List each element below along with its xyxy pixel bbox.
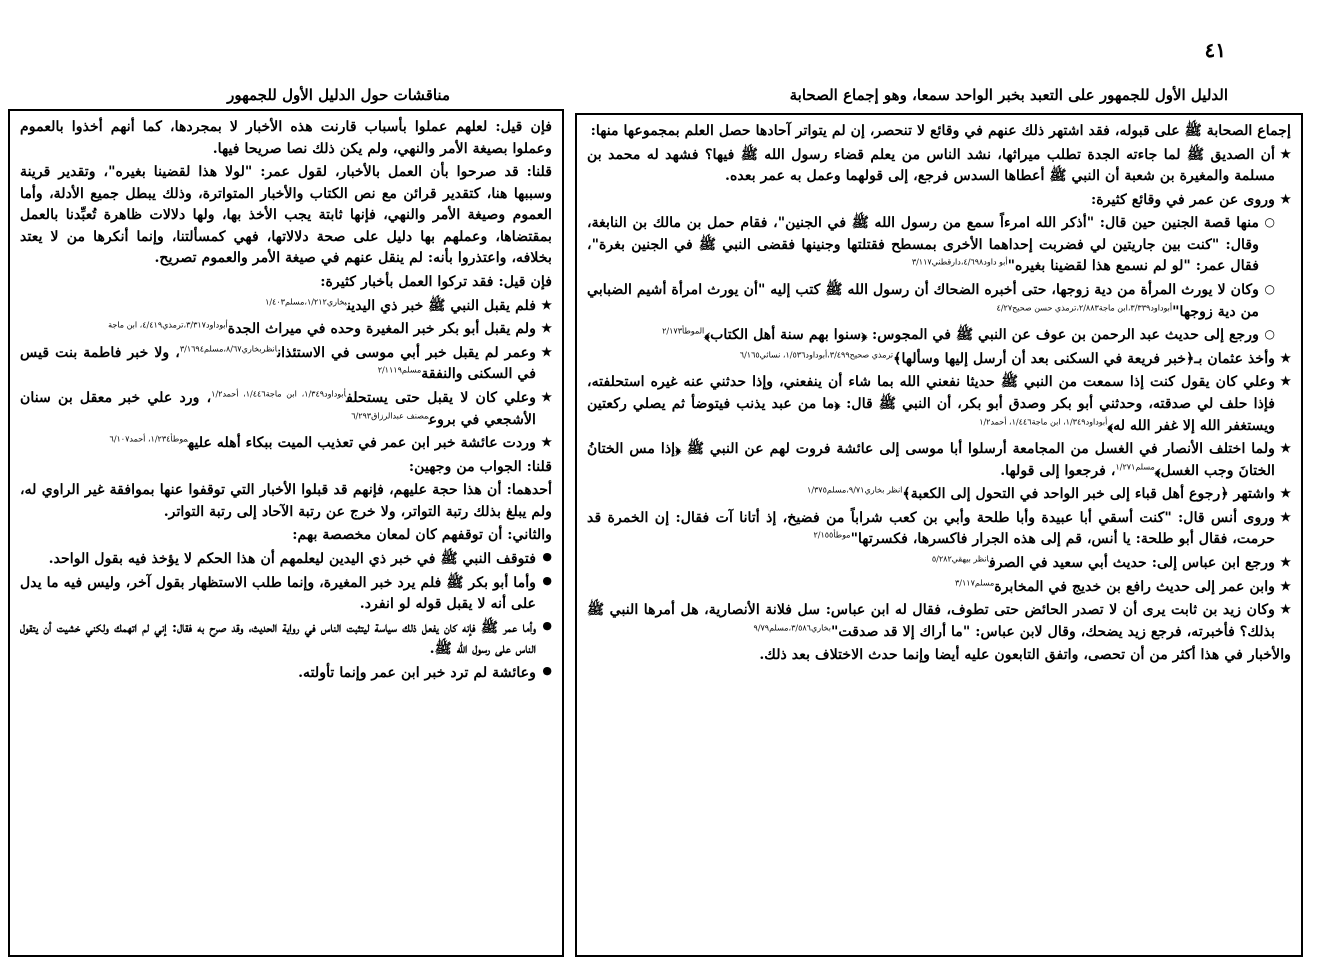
paragraph-text: أن الصديق ﷺ لما جاءته الجدة تطلب ميراثها، نشد الناس من يعلم قضاء رسول الله ﷺ فيها؟ فشهد له محمد بن مسلمة والمغيرة بن شعبة أن النبي ﷺ أعطاها السدس فرجع، إلى قولهما وعمل به عمر بعده. — [587, 146, 1275, 185]
paragraph — [587, 439, 1291, 482]
paragraph-text: وروى عن عمر في وقائع كثيرة: — [1091, 191, 1275, 208]
right-paragraph-list — [587, 145, 1291, 644]
paragraph — [587, 213, 1291, 278]
paragraph — [20, 457, 552, 479]
paragraph — [587, 577, 1291, 599]
paragraph-text: ورجع ابن عباس إلى: حديث أبي سعيد في الصرف — [988, 554, 1275, 571]
paragraph-text: فإن قيل: فقد تركوا العمل بأخبار كثيرة: — [320, 274, 552, 291]
paragraph — [587, 145, 1291, 188]
paragraph — [20, 272, 552, 294]
paragraph — [20, 117, 552, 160]
right-closing: والأخبار في هذا أكثر من أن تحصى، واتفق التابعون عليه أيضا وإنما حدث الاختلاف بعد ذلك. — [759, 647, 1291, 664]
paragraph-text: منها قصة الجنين حين قال: "أذكر الله امرءاً سمع من رسول الله ﷺ في الجنين"، فقام حمل بن مالك بن النابغة، وقال: "كنت بين جاريتين لي فضربت إحداهما الأخرى بمسطح فقتلتها وجنينها فقضى النبي ﷺ في الجنين بغرة"، فقال عمر: "لو لم نسمع هذا لقضينا بغيره" — [587, 215, 1259, 275]
paragraph — [587, 553, 1291, 575]
footnote-reference: أبو داود٤/٦٩٨،دارقطني٣/١١٧ — [911, 257, 1008, 267]
paragraph-text: وعائشة لم ترد خبر ابن عمر وإنما تأولته. — [298, 664, 536, 681]
paragraph — [20, 573, 552, 616]
paragraph-continuation: ، ورد علي خبر معقل بن سنان الأشجعي في بروع — [20, 389, 536, 428]
right-intro: إجماع الصحابة ﷺ على قبوله، فقد اشتهر ذلك عنهم في وقائع لا تنحصر، إن لم يتواتر آحادها حصل العلم بمجموعها منها: — [590, 123, 1291, 139]
paragraph — [20, 663, 552, 685]
footnote-reference: الموطأ٢/١٧٣ — [662, 326, 705, 336]
paragraph — [20, 343, 552, 386]
left-column-box — [8, 109, 564, 957]
paragraph — [587, 508, 1291, 551]
footnote-reference: موطأ١/٢٣٤، أحمد٦/١٠٧ — [109, 434, 188, 444]
footnote-reference: بخاري١/٢١٢،مسلم١/٤٠٣ — [265, 296, 347, 306]
paragraph-text: ولما اختلف الأنصار في الغسل من المجامعة أرسلوا أبا موسى إلى عائشة فروت لهم عن النبي ﷺ ﴿إذا مس الختانُ الختانَ وجب الغسل﴾ — [587, 441, 1275, 479]
paragraph-text: وروى أنس قال: "كنت أسقي أبا عبيدة وأبا طلحة وأبي بن كعب شراباً من فضيخ، إذ أتانا آت فقال: إن الخمرة قد حرمت، فقال أبو طلحة: يا أنس، قم إلى هذه الجرار فاكسرها، فكسرتها" — [587, 509, 1275, 548]
left-column-title: مناقشات حول الدليل الأول للجمهور — [227, 86, 450, 104]
footnote-reference: موطأ٢/١٥٥ — [813, 530, 851, 540]
footnote-reference: أبوداود٣/٣٣٩،ابن ماجة٢/٨٨٣،ترمذي حسن صحيح٤/٢٧ — [996, 302, 1173, 312]
paragraph — [587, 325, 1291, 347]
paragraph-text: ولم يقبل أبو بكر خبر المغيرة وحده في ميراث الجدة — [227, 321, 536, 338]
paragraph-text: فإن قيل: لعلهم عملوا بأسباب قارنت هذه الأخبار لا بمجردها، كما أنهم أخذوا بالعموم وعملوا بصيغة الأمر والنهي، ولم يكن ذلك نصا صريحا فيها. — [20, 119, 552, 157]
footnote-reference: انظر بخاري٩/٧١،مسلم١/٣٧٥ — [807, 485, 903, 495]
footnote-reference: ترمذي صحيح٣/٤٩٩،أبوداود١/٥٣٦، نسائي٦/١٦٥ — [739, 350, 894, 360]
paragraph — [20, 618, 552, 661]
footnote-reference: مسلم٣/١١٧ — [955, 577, 995, 587]
footnote-reference: مسلم١/٢٧١ — [1115, 461, 1155, 471]
paragraph — [587, 280, 1291, 323]
right-column-box — [575, 113, 1303, 957]
paragraph — [20, 549, 552, 571]
paragraph-text: فتوقف النبي ﷺ في خبر ذي اليدين ليعلمهم أن هذا الحكم لا يؤخذ فيه بقول الواحد. — [48, 550, 536, 567]
paragraph — [587, 372, 1291, 437]
paragraph-text: وأما عمر ﷺ فإنه كان يفعل ذلك سياسة ليتثبت الناس في رواية الحديث، وقد صرح به فقال: إني لم اتهمك ولكني خشيت أن يتقول الناس على رسول الله ﷺ. — [20, 619, 536, 658]
paragraph — [20, 388, 552, 431]
footnote-reference: أبوداود٣/٣١٧،ترمذي٤/٤١٩، ابن ماجة — [108, 320, 228, 330]
paragraph-text: وعلي كان يقول كنت إذا سمعت من النبي ﷺ حديثا نفعني الله بما شاء أن ينفعني، وإذا حدثني عنه غيره استحلفته، فإذا حلف لي صدقته، وحدثني أبو بكر وصدق أبو بكر، أن النبي ﷺ قال: ﴿ما من عبد يذنب فيتوضأ ثم يصلي ركعتين ويستغفر الله إلا غفر الله له﴾ — [587, 374, 1275, 434]
paragraph-text: والثاني: أن توقفهم كان لمعان مخصصة بهم: — [292, 527, 552, 544]
paragraph — [587, 190, 1291, 212]
footnote-reference: انظربخاري٨/٦٧،مسلم٣/١٦٩٤ — [179, 344, 278, 354]
paragraph — [587, 600, 1291, 643]
footnote-reference: مصنف عبدالرزاق٦/٢٩٣ — [351, 410, 429, 420]
paragraph-text: وأما أبو بكر ﷺ فلم يرد خبر المغيرة، وإنما طلب الاستظهار بقول آخر، وليس فيه ما يدل على أنه لا يقبل قوله لو انفرد. — [20, 574, 536, 613]
paragraph-text: وابن عمر إلى حديث رافع بن خديج في المخابرة — [994, 578, 1275, 595]
paragraph — [20, 296, 552, 318]
footnote-reference: أبوداود١/٣٤٩، ابن ماجة١/٤٤٦، أحمد١/٢ — [979, 416, 1108, 426]
paragraph-text: وأخذ عثمان بـ﴿خبر فريعة في السكنى بعد أن أرسل إليها وسألها﴾ — [893, 350, 1275, 367]
footnote-reference: أبوداود١/٣٤٩، ابن ماجة١/٤٤٦، أحمد١/٢ — [211, 389, 347, 399]
paragraph-text: وعمر لم يقبل خبر أبي موسى في الاستئذان — [277, 344, 536, 361]
footnote-reference: مسلم٢/١١١٩ — [377, 365, 422, 375]
paragraph-text: وكان لا يورث المرأة من دية زوجها، حتى أخبره الضحاك أن رسول الله ﷺ كتب إليه "أن يورث امرأة أشيم الضبابي من دية زوجها" — [587, 282, 1259, 320]
paragraph — [587, 349, 1291, 371]
paragraph-text: ورجع إلى حديث عبد الرحمن بن عوف عن النبي ﷺ في المجوس: ﴿سنوا بهم سنة أهل الكتاب﴾ — [704, 327, 1259, 344]
paragraph-text: أحدهما: أن هذا حجة عليهم، فإنهم قد قبلوا الأخبار التي توقفوا عنها بموافقة غير الراوي له، ولم يبلغ بذلك رتبة التواتر، ولا خرج عن رتبة الآحاد إلى رتبة التواتر. — [20, 482, 552, 520]
left-paragraph-list — [20, 117, 552, 684]
paragraph — [20, 162, 552, 270]
footnote-reference: بخاري٣/٥٨٦،مسلم٩/٧٩ — [753, 622, 831, 632]
page-number: ٤١ — [1204, 38, 1226, 62]
paragraph-text: واشتهر ﴿رجوع أهل قباء إلى خبر الواحد في التحول إلى الكعبة﴾ — [902, 486, 1275, 503]
right-column-title: الدليل الأول للجمهور على التعبد بخبر الواحد سمعا، وهو إجماع الصحابة — [789, 86, 1228, 104]
paragraph-continuation: ، ولا خبر فاطمة بنت قيس في السكنى والنفقة — [20, 344, 536, 383]
paragraph-text: وعلي كان لا يقبل حتى يستحلف — [346, 389, 536, 406]
paragraph-text: قلنا: الجواب من وجهين: — [408, 458, 552, 475]
paragraph-text: وكان زيد بن ثابت يرى أن لا تصدر الحائض حتى تطوف، فقال له ابن عباس: سل فلانة الأنصارية، هل أمرها النبي ﷺ بذلك؟ فأخبرته، فرجع زيد يضحك، وقال لابن عباس: "ما أراك إلا قد صدقت" — [587, 602, 1275, 640]
paragraph-continuation: ، فرجعوا إلى قولها. — [1000, 462, 1116, 479]
paragraph — [20, 319, 552, 341]
paragraph — [20, 480, 552, 523]
paragraph-text: وردت عائشة خبر ابن عمر في تعذيب الميت ببكاء أهله عليه — [187, 435, 536, 452]
footnote-reference: انظر بيهقي٥/٢٨٢ — [931, 554, 989, 564]
paragraph — [587, 484, 1291, 506]
paragraph — [20, 525, 552, 547]
paragraph-text: قلنا: قد صرحوا بأن العمل بالأخبار، لقول عمر: "لولا هذا لقضينا بغيره"، وتقدير قرينة وسببها هنا، كتقدير قرائن مع نص الكتاب والأخبار المتواترة، وذلك يبطل جميع الأدلة، وأما العموم وصيغة الأمر والنهي، فإنها ثابتة يجب الأخذ بها، ولها دلالات ظاهرة تُعبِّدنا بالعمل بمقتضاها، وعملهم بها دليل على صحة دلالاتها، فهي كمسألتنا، وإنما أنكرها من لا يعتد بخلافه، واعتذروا بأنه: لم ينقل عنهم في صيغة الأمر والعموم تصريح. — [20, 164, 552, 267]
paragraph — [20, 433, 552, 455]
paragraph-text: فلم يقبل النبي ﷺ خبر ذي اليدين — [346, 297, 536, 314]
